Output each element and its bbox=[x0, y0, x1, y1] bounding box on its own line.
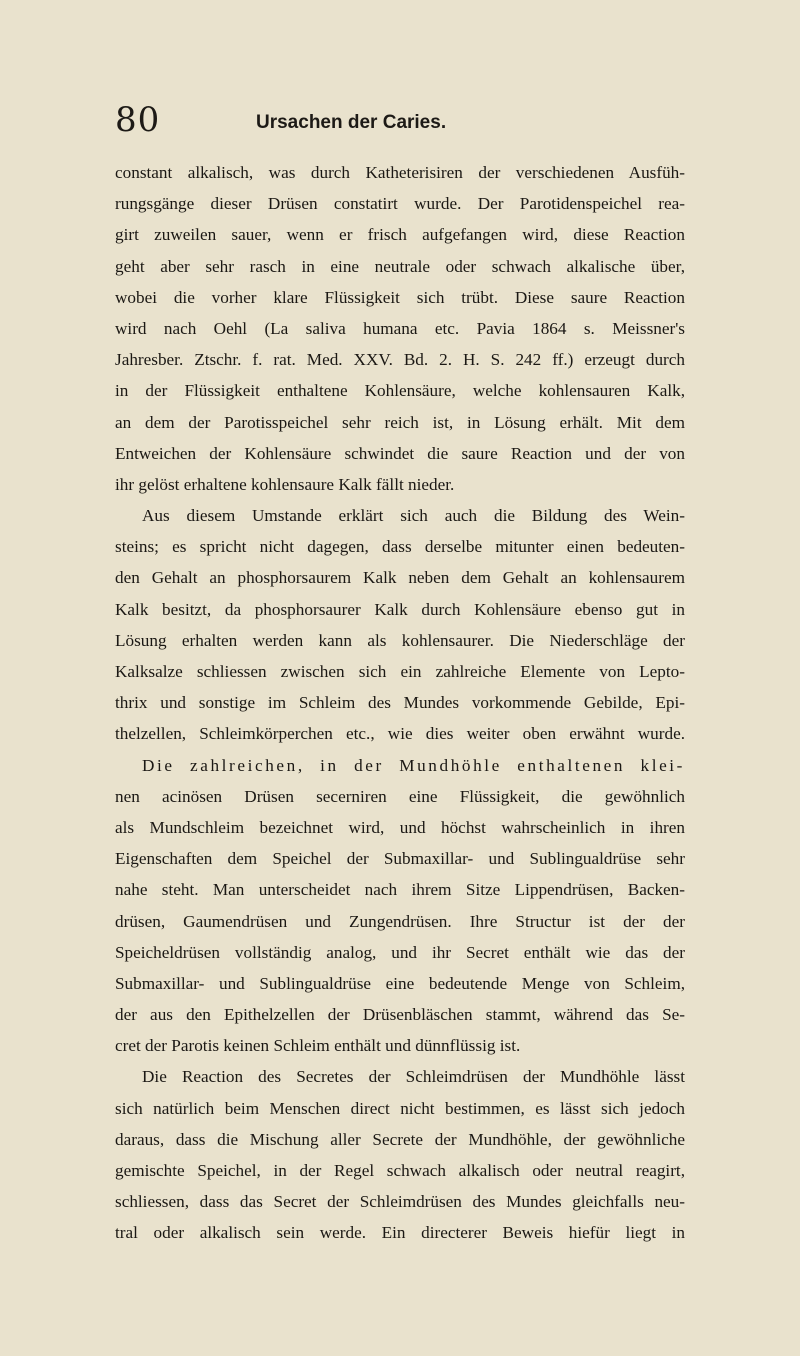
text-line: wird nach Oehl (La saliva humana etc. Pavia 1864 s. Meissner's bbox=[115, 318, 685, 338]
text-line: Entweichen der Kohlensäure schwindet die saure Reaction und der von bbox=[115, 443, 685, 463]
text-line: Die zahlreichen, in der Mundhöhle enthaltenen klei- bbox=[142, 755, 685, 775]
text-line: Eigenschaften dem Speichel der Submaxillar- und Sublingualdrüse sehr bbox=[115, 849, 685, 869]
text-line: schliessen, dass das Secret der Schleimdrüsen des Mundes gleichfalls neu- bbox=[115, 1192, 685, 1212]
text-line: an dem der Parotisspeichel sehr reich ist, in Lösung erhält. Mit dem bbox=[115, 412, 685, 432]
text-line: nahe steht. Man unterscheidet nach ihrem Sitze Lippendrüsen, Backen- bbox=[115, 880, 685, 900]
text-line: Aus diesem Umstande erklärt sich auch die Bildung des Wein- bbox=[142, 506, 685, 526]
text-line: daraus, dass die Mischung aller Secrete der Mundhöhle, der gewöhnliche bbox=[115, 1129, 685, 1149]
text-line: geht aber sehr rasch in eine neutrale oder schwach alkalische über, bbox=[115, 256, 685, 276]
text-line: sich natürlich beim Menschen direct nicht bestimmen, es lässt sich jedoch bbox=[115, 1098, 685, 1118]
page-header bbox=[115, 100, 685, 150]
text-line: der aus den Epithelzellen der Drüsenbläschen stammt, während das Se- bbox=[115, 1005, 685, 1025]
text-line: Lösung erhalten werden kann als kohlensaurer. Die Niederschläge der bbox=[115, 630, 685, 650]
text-line: Die Reaction des Secretes der Schleimdrüsen der Mundhöhle lässt bbox=[142, 1067, 685, 1087]
text-line: wobei die vorher klare Flüssigkeit sich trübt. Diese saure Reaction bbox=[115, 287, 685, 307]
text-line: tral oder alkalisch sein werde. Ein directerer Beweis hiefür liegt in bbox=[115, 1223, 685, 1243]
text-line: thelzellen, Schleimkörperchen etc., wie dies weiter oben erwähnt wurde. bbox=[115, 724, 685, 744]
running-head: Ursachen der Caries. bbox=[256, 112, 447, 133]
text-line: nen acinösen Drüsen secerniren eine Flüssigkeit, die gewöhnlich bbox=[115, 786, 685, 806]
text-line: Speicheldrüsen vollständig analog, und ihr Secret enthält wie das der bbox=[115, 942, 685, 962]
text-line: girt zuweilen sauer, wenn er frisch aufgefangen wird, diese Reaction bbox=[115, 225, 685, 245]
text-line: steins; es spricht nicht dagegen, dass derselbe mitunter einen bedeuten- bbox=[115, 537, 685, 557]
page-number: 80 bbox=[115, 100, 161, 140]
text-line: den Gehalt an phosphorsaurem Kalk neben dem Gehalt an kohlensaurem bbox=[115, 568, 685, 588]
text-line: Kalk besitzt, da phosphorsaurer Kalk durch Kohlensäure ebenso gut in bbox=[115, 599, 685, 619]
text-line: gemischte Speichel, in der Regel schwach alkalisch oder neutral reagirt, bbox=[115, 1161, 685, 1180]
text-line: cret der Parotis keinen Schleim enthält und dünnflüssig ist. bbox=[115, 1036, 521, 1056]
text-line: Submaxillar- und Sublingualdrüse eine bedeutende Menge von Schleim, bbox=[115, 973, 685, 993]
text-line: ihr gelöst erhaltene kohlensaure Kalk fällt nieder. bbox=[115, 474, 455, 494]
text-line: rungsgänge dieser Drüsen constatirt wurde. Der Parotidenspeichel rea- bbox=[115, 194, 685, 214]
text-line: Kalksalze schliessen zwischen sich ein zahlreiche Elemente von Lepto- bbox=[115, 662, 685, 681]
text-line: Jahresber. Ztschr. f. rat. Med. XXV. Bd. 2. H. S. 242 ff.) erzeugt durch bbox=[115, 350, 685, 370]
text-line: thrix und sonstige im Schleim des Mundes vorkommende Gebilde, Epi- bbox=[115, 693, 685, 713]
body-text bbox=[115, 157, 685, 1249]
text-line: als Mundschleim bezeichnet wird, und höchst wahrscheinlich in ihren bbox=[115, 817, 685, 837]
text-line: constant alkalisch, was durch Katheterisiren der verschiedenen Ausfüh- bbox=[115, 163, 685, 182]
text-line: drüsen, Gaumendrüsen und Zungendrüsen. Ihre Structur ist der der bbox=[115, 911, 685, 931]
text-line: in der Flüssigkeit enthaltene Kohlensäure, welche kohlensauren Kalk, bbox=[115, 381, 685, 401]
